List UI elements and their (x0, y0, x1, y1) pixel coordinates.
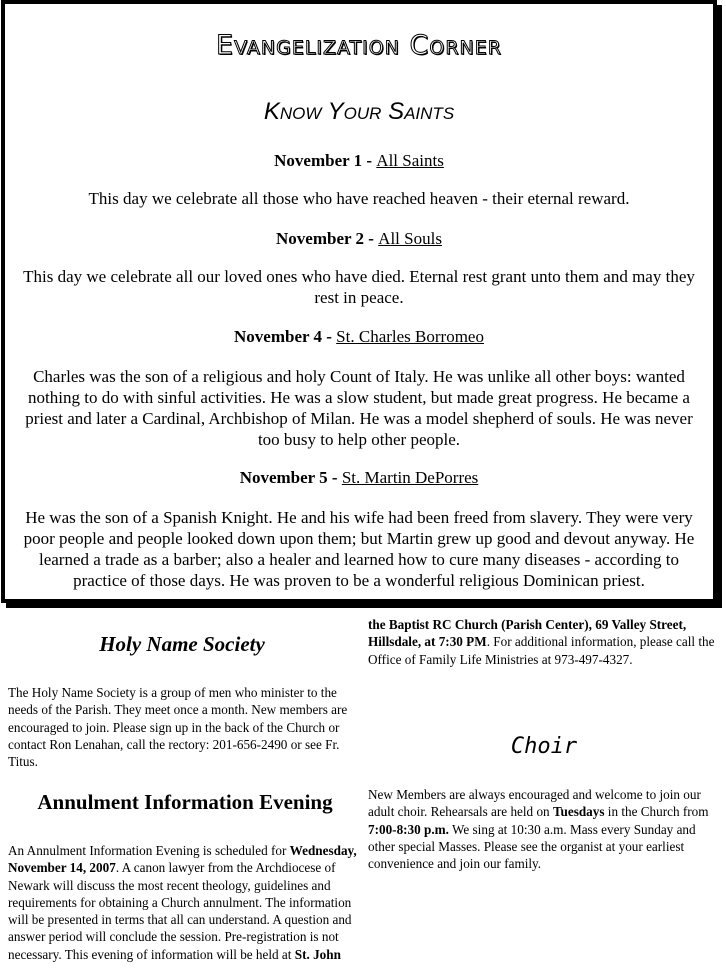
annulment-intro: An Annulment Information Evening is scheduled for (8, 843, 290, 858)
annulment-details: . A canon lawyer from the Archdiocese of Newark will discuss the most recent theology, guidelines and requirements for obtaining a Church annulment. The information will be presented in terms that all can understand. A question and answer period will conclude the session. Pre-registration is not necessary. This evening of information will be held at (8, 860, 352, 962)
choir-mid: in the Church from (604, 804, 709, 820)
annulment-location: St. John (294, 946, 341, 962)
saint-name: St. Martin DePorres (341, 468, 479, 487)
saint-date: November 4 - (234, 327, 337, 346)
annulment-date: Wednesday, November 14, 2007 (8, 843, 357, 876)
choir-intro: New Members are always encouraged and welcome to join our adult choir. Rehearsals are held on (368, 787, 701, 820)
holy-name-society-text: The Holy Name Society is a group of men who minister to the needs of the Parish. They meet once a month. New members are encouraged to join. Please sign up in the back of the Church or contact Ron Lenahan, call the rectory: 201-656-2490 or see Fr. Titus. (8, 685, 348, 770)
saint-heading (5, 327, 713, 347)
annulment-text-continued (368, 616, 718, 668)
saint-date: November 5 - (239, 468, 342, 487)
saint-description: Charles was the son of a religious and holy Count of Italy. He was unlike all other boys: wanted nothing to do with sinful activities. He was a slow student, but made great progress. He became a priest and later a Cardinal, Archbishop of Milan. He was a model shepherd of souls. He was never too busy to help other people. (25, 367, 693, 449)
know-your-saints-title: Know Your Saints (263, 98, 455, 125)
annulment-location: the Baptist RC Church (Parish Center), 69 Valley Street, Hillsdale, at 7:30 PM (368, 616, 687, 650)
saint-heading (5, 468, 713, 488)
annulment-title: Annulment Information Evening (37, 790, 333, 814)
saint-name: All Saints (376, 151, 444, 170)
saint-name: St. Charles Borromeo (336, 327, 484, 346)
choir-title: Choir (510, 734, 578, 759)
saint-description: This day we celebrate all those who have reached heaven - their eternal reward. (88, 189, 630, 208)
saint-description: He was the son of a Spanish Knight. He and his wife had been freed from slavery. They were very poor people and people looked down upon them; but Martin grew up good and devout anyway. He learned a trade as a barber; also a healer and learned how to cure many diseases - according to practice of those days. He was proven to be a wonderful religious Dominican priest. (23, 508, 695, 590)
saint-name: All Souls (378, 229, 442, 248)
evangelization-title: Evangelization Corner (216, 30, 502, 61)
saint-heading (5, 151, 713, 171)
holy-name-society-title: Holy Name Society (99, 632, 265, 656)
saint-heading (5, 229, 713, 249)
choir-rehearsal-time: 7:00-8:30 p.m. (368, 821, 449, 837)
choir-text (368, 786, 718, 872)
choir-rehearsal-day: Tuesdays (552, 804, 605, 820)
evangelization-corner-box (1, 0, 717, 603)
saint-description: This day we celebrate all our loved ones who have died. Eternal rest grant unto them and may they rest in peace. (23, 267, 695, 307)
choir-outro: We sing at 10:30 a.m. Mass every Sunday and other special Masses. Please see the organist at your earliest convenience and join our family. (368, 821, 696, 872)
saint-date: November 1 - (274, 151, 377, 170)
saint-date: November 2 - (276, 229, 379, 248)
annulment-contact: . For additional information, please call the Office of Family Life Ministries at 973-497-4327. (368, 634, 715, 667)
annulment-text-part1 (8, 842, 360, 963)
